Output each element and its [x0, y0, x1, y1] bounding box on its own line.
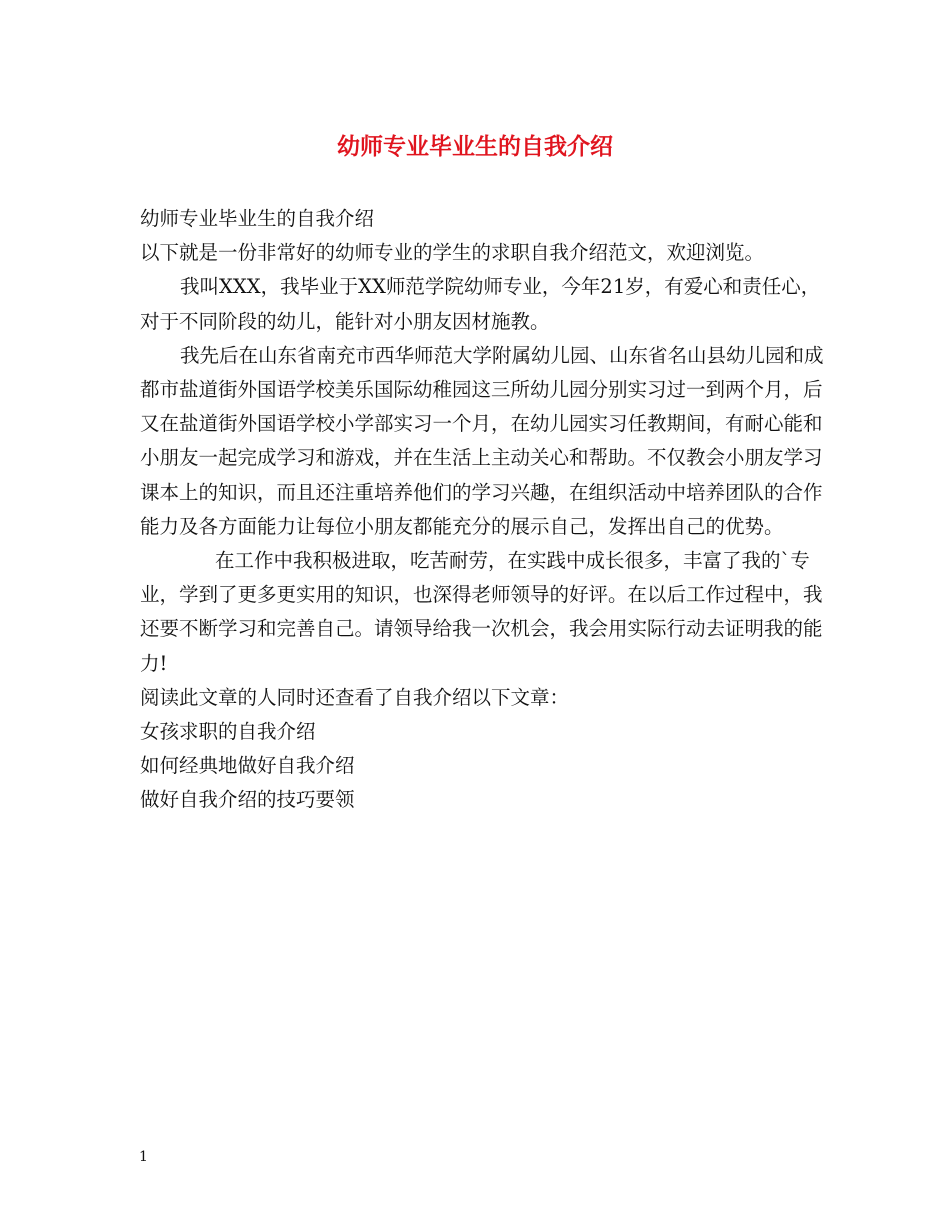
related-articles-heading: 阅读此文章的人同时还查看了自我介绍以下文章： [140, 685, 570, 709]
document-title: 幼师专业毕业生的自我介绍 [337, 133, 613, 160]
paragraph-self-intro: 我叫XXX，我毕业于XX师范学院幼师专业，今年21岁，有爱心和责任心，对于不同阶段的幼儿，能针对小朋友因材施教。 [140, 275, 821, 333]
page-number: 1 [139, 1149, 148, 1165]
intro-line: 以下就是一份非常好的幼师专业的学生的求职自我介绍范文，欢迎浏览。 [140, 241, 765, 265]
paragraph-work: 在工作中我积极进取，吃苦耐劳，在实践中成长很多，丰富了我的`专业，学到了更多更实用的知识，也深得老师领导的好评。在以后工作过程中，我还要不断学习和完善自己。请领导给我一次机会，我会用实际行动去证明我的能力! [140, 549, 823, 675]
related-article-link[interactable]: 女孩求职的自我介绍 [140, 720, 316, 744]
subtitle-line: 幼师专业毕业生的自我介绍 [140, 207, 375, 230]
paragraph-internship: 我先后在山东省南充市西华师范大学附属幼儿园、山东省名山县幼儿园和成都市盐道街外国语学校美乐国际幼稚园这三所幼儿园分别实习过一到两个月，后又在盐道街外国语学校小学部实习一个月，在幼儿园实习任教期间，有耐心能和小朋友一起完成学习和游戏，并在生活上主动关心和帮助。不仅教会小朋友学习课本上的知识，而且还注重培养他们的学习兴趣，在组织活动中培养团队的合作能力及各方面能力让每位小朋友都能充分的展示自己，发挥出自己的优势。 [140, 343, 824, 538]
related-article-link[interactable]: 做好自我介绍的技巧要领 [140, 788, 355, 812]
related-article-link[interactable]: 如何经典地做好自我介绍 [140, 754, 355, 778]
document-body [140, 202, 830, 818]
